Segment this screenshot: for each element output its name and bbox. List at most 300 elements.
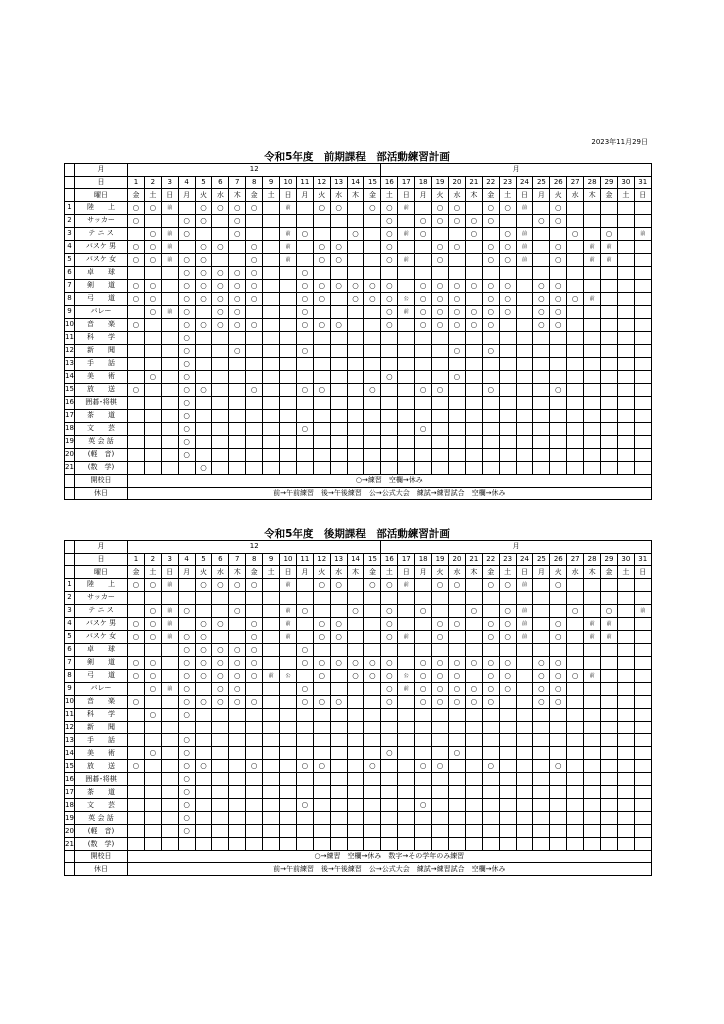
schedule-cell [398,383,415,396]
schedule-cell [313,682,330,695]
schedule-cell [601,409,618,422]
schedule-cell [229,396,246,409]
schedule-cell [263,825,280,838]
schedule-cell [465,214,482,227]
legend-text: 前→午前練習 後→午後練習 公→公式大会 練試→練習試合 空欄→休み [128,863,652,876]
schedule-cell [178,227,195,240]
schedule-cell [533,318,550,331]
schedule-cell [330,578,347,591]
club-row [65,292,652,305]
schedule-cell [584,279,601,292]
schedule-mark: ○ [318,384,326,394]
schedule-cell [516,643,533,656]
schedule-cell [465,799,482,812]
schedule-cell [432,708,449,721]
schedule-cell [432,253,449,266]
schedule-cell [482,656,499,669]
schedule-cell [432,305,449,318]
schedule-cell [415,422,432,435]
schedule-cell [313,357,330,370]
schedule-cell [330,682,347,695]
schedule-cell [516,799,533,812]
schedule-mark: 前 [589,672,595,679]
schedule-cell [584,461,601,474]
schedule-mark: ○ [301,644,309,654]
weekday-cell: 火 [313,566,330,579]
schedule-cell [195,747,212,760]
schedule-cell [533,669,550,682]
schedule-cell [617,825,634,838]
club-name: (数 学) [75,461,128,474]
club-row [65,799,652,812]
schedule-mark: ○ [234,215,241,225]
schedule-cell [263,656,280,669]
schedule-mark: 前 [403,230,409,237]
weekday-cell: 金 [128,189,145,202]
schedule-cell [601,786,618,799]
schedule-cell [161,266,178,279]
club-row [65,656,652,669]
schedule-mark: ○ [436,670,444,680]
club-number: 9 [65,305,75,318]
schedule-cell [415,253,432,266]
weekday-cell: 火 [550,189,567,202]
schedule-cell [144,461,161,474]
schedule-cell [347,409,364,422]
schedule-mark: ○ [217,267,224,277]
club-name: バレー [75,305,128,318]
club-name: バスケ 男 [75,617,128,630]
schedule-cell [533,357,550,370]
schedule-cell [212,760,229,773]
weekday-cell: 土 [381,566,398,579]
schedule-mark: ○ [453,696,461,706]
schedule-mark: ○ [132,670,140,680]
schedule-cell [144,448,161,461]
schedule-cell [144,305,161,318]
schedule-cell [313,422,330,435]
schedule-cell [246,721,263,734]
schedule-cell [364,682,381,695]
schedule-cell [550,422,567,435]
schedule-cell [567,396,584,409]
schedule-cell [465,357,482,370]
schedule-cell [280,604,297,617]
schedule-mark: ○ [555,293,562,303]
schedule-cell [347,643,364,656]
schedule-cell [330,370,347,383]
blank-cell [65,189,75,202]
schedule-cell [347,760,364,773]
schedule-mark: ○ [453,319,461,329]
schedule-cell [263,344,280,357]
schedule-cell [634,734,651,747]
schedule-cell [516,305,533,318]
schedule-cell [415,396,432,409]
club-number: 10 [65,695,75,708]
schedule-cell [128,747,145,760]
schedule-cell [128,266,145,279]
schedule-cell [516,344,533,357]
schedule-cell [296,357,313,370]
schedule-cell [516,591,533,604]
schedule-cell [415,578,432,591]
schedule-cell [347,799,364,812]
day-cell: 12 [313,176,330,189]
schedule-cell [144,786,161,799]
schedule-cell [212,630,229,643]
schedule-cell [161,435,178,448]
schedule-cell [178,214,195,227]
schedule-cell [567,825,584,838]
schedule-mark: 前 [167,204,173,211]
schedule-cell [280,669,297,682]
club-number: 8 [65,669,75,682]
schedule-cell [482,344,499,357]
schedule-cell [280,266,297,279]
club-row [65,409,652,422]
schedule-cell [229,214,246,227]
club-number: 2 [65,214,75,227]
schedule-cell [617,292,634,305]
schedule-cell [398,227,415,240]
schedule-mark: ○ [200,618,207,628]
day-cell: 26 [550,553,567,566]
schedule-cell [533,292,550,305]
schedule-mark: 前 [606,243,612,250]
schedule-cell [449,721,466,734]
schedule-cell [550,734,567,747]
schedule-mark: ○ [487,384,494,394]
club-number: 12 [65,721,75,734]
club-name: 放 送 [75,383,128,396]
schedule-cell [567,669,584,682]
schedule-cell [533,461,550,474]
schedule-cell [144,383,161,396]
club-name: バレー [75,682,128,695]
schedule-mark: ○ [318,618,326,628]
schedule-cell [634,812,651,825]
schedule-cell [398,266,415,279]
schedule-cell [432,409,449,422]
schedule-cell [246,383,263,396]
day-cell: 4 [178,553,195,566]
schedule-cell [195,214,212,227]
schedule-cell [449,786,466,799]
schedule-mark: ○ [419,696,427,706]
schedule-cell [195,734,212,747]
schedule-cell [347,435,364,448]
schedule-cell [128,318,145,331]
schedule-cell [296,682,313,695]
schedule-cell [280,344,297,357]
schedule-cell [381,344,398,357]
month-label: 月 [75,164,128,177]
schedule-cell [499,383,516,396]
schedule-cell [296,747,313,760]
schedule-cell [465,721,482,734]
schedule-cell [229,669,246,682]
schedule-cell [246,357,263,370]
schedule-cell [212,838,229,851]
day-cell: 11 [296,176,313,189]
schedule-cell [465,461,482,474]
schedule-cell [144,422,161,435]
schedule-cell [634,292,651,305]
schedule-mark: ○ [386,657,393,667]
schedule-mark: ○ [250,280,258,290]
schedule-cell [398,630,415,643]
schedule-mark: ○ [250,319,258,329]
schedule-cell [330,357,347,370]
schedule-cell [229,448,246,461]
schedule-cell [212,448,229,461]
club-number: 8 [65,292,75,305]
schedule-cell [381,201,398,214]
schedule-cell [516,838,533,851]
schedule-mark: 前 [167,230,173,237]
schedule-cell [584,721,601,734]
schedule-cell [280,786,297,799]
schedule-cell [364,812,381,825]
schedule-cell [465,630,482,643]
day-cell: 21 [465,553,482,566]
club-number: 4 [65,240,75,253]
schedule-cell [567,435,584,448]
schedule-cell [634,656,651,669]
schedule-mark: ○ [132,384,140,394]
schedule-cell [296,448,313,461]
schedule-mark: ○ [436,579,444,589]
schedule-cell [499,305,516,318]
schedule-cell [263,383,280,396]
schedule-mark: ○ [217,696,224,706]
schedule-mark: ○ [386,215,393,225]
schedule-mark: ○ [183,449,190,459]
schedule-mark: ○ [234,683,241,693]
schedule-mark: ○ [200,280,207,290]
club-number: 14 [65,370,75,383]
schedule-cell [330,292,347,305]
schedule-cell [296,253,313,266]
schedule-cell [617,656,634,669]
schedule-cell [634,747,651,760]
day-cell: 10 [280,176,297,189]
schedule-cell [212,643,229,656]
schedule-mark: ○ [132,280,140,290]
legend-text: 前→午前練習 後→午後練習 公→公式大会 練試→練習試合 空欄→休み [128,487,652,500]
schedule-cell [178,578,195,591]
schedule-cell [347,669,364,682]
schedule-cell [584,331,601,344]
schedule-cell [482,643,499,656]
schedule-cell [617,331,634,344]
schedule-cell [178,604,195,617]
club-name: 陸 上 [75,578,128,591]
schedule-mark: ○ [386,306,393,316]
schedule-mark: ○ [436,319,444,329]
club-number: 17 [65,786,75,799]
club-number: 11 [65,708,75,721]
schedule-cell [398,279,415,292]
weekday-cell: 水 [330,566,347,579]
schedule-cell [296,838,313,851]
schedule-cell [482,331,499,344]
weekday-cell: 月 [296,189,313,202]
day-cell: 3 [161,176,178,189]
schedule-cell [246,370,263,383]
schedule-mark: ○ [419,228,427,238]
schedule-cell [229,344,246,357]
schedule-cell [381,396,398,409]
schedule-cell [364,409,381,422]
schedule-cell [161,422,178,435]
schedule-mark: ○ [200,579,207,589]
schedule-cell [161,292,178,305]
club-name: (軽 音) [75,448,128,461]
schedule-cell [449,838,466,851]
schedule-cell [161,214,178,227]
schedule-cell [415,227,432,240]
schedule-mark: ○ [132,293,140,303]
schedule-cell [229,812,246,825]
schedule-mark: ○ [369,280,376,290]
day-cell: 18 [415,553,432,566]
schedule-cell [128,448,145,461]
schedule-cell [499,838,516,851]
schedule-cell [347,747,364,760]
schedule-cell [195,721,212,734]
schedule-mark: ○ [301,345,309,355]
schedule-cell [567,799,584,812]
schedule-cell [550,201,567,214]
club-row [65,305,652,318]
schedule-mark: ○ [555,579,562,589]
schedule-cell [229,643,246,656]
schedule-mark: ○ [386,670,393,680]
schedule-cell [161,227,178,240]
schedule-mark: 前 [167,607,173,614]
schedule-cell [330,695,347,708]
schedule-mark: ○ [369,670,376,680]
schedule-cell [364,760,381,773]
schedule-cell [229,838,246,851]
schedule-mark: ○ [217,306,224,316]
schedule-cell [584,357,601,370]
schedule-cell [161,240,178,253]
schedule-mark: ○ [470,306,478,316]
schedule-cell [482,604,499,617]
club-number: 10 [65,318,75,331]
schedule-cell [347,838,364,851]
schedule-mark: ○ [234,579,241,589]
schedule-cell [617,799,634,812]
schedule-cell [263,591,280,604]
schedule-cell [313,708,330,721]
schedule-cell [567,734,584,747]
schedule-cell [246,201,263,214]
schedule-cell [296,201,313,214]
schedule-cell [617,448,634,461]
schedule-cell [178,396,195,409]
schedule-cell [415,318,432,331]
schedule-cell [246,578,263,591]
schedule-mark: ○ [352,293,359,303]
schedule-cell [246,292,263,305]
schedule-cell [330,760,347,773]
schedule-cell [584,305,601,318]
schedule-cell [567,409,584,422]
club-name: 新 聞 [75,721,128,734]
schedule-cell [229,461,246,474]
schedule-cell [550,266,567,279]
schedule-cell [550,630,567,643]
schedule-mark: ○ [149,371,157,381]
schedule-cell [634,695,651,708]
schedule-cell [246,617,263,630]
schedule-cell [347,734,364,747]
weekday-cell: 木 [229,566,246,579]
schedule-cell [516,812,533,825]
schedule-cell [212,370,229,383]
schedule-mark: ○ [250,761,258,771]
schedule-cell [567,266,584,279]
schedule-cell [212,747,229,760]
schedule-cell [617,344,634,357]
schedule-mark: 前 [167,256,173,263]
schedule-cell [533,838,550,851]
schedule-cell [398,695,415,708]
schedule-cell [482,734,499,747]
schedule-cell [449,578,466,591]
schedule-cell [178,370,195,383]
schedule-cell [381,773,398,786]
schedule-cell [347,383,364,396]
schedule-cell [398,825,415,838]
schedule-mark: ○ [301,423,309,433]
legend-label: 休日 [75,863,128,876]
weekday-row [65,566,652,579]
schedule-cell [634,422,651,435]
schedule-cell [516,331,533,344]
weekday-cell: 月 [533,566,550,579]
schedule-cell [229,370,246,383]
schedule-mark: ○ [318,670,326,680]
schedule-cell [128,357,145,370]
schedule-mark: ○ [149,670,157,680]
schedule-cell [178,812,195,825]
club-row [65,266,652,279]
schedule-mark: ○ [453,306,461,316]
schedule-cell [296,591,313,604]
schedule-cell [550,747,567,760]
schedule-cell [634,786,651,799]
schedule-cell [195,227,212,240]
schedule-cell [398,799,415,812]
schedule-cell [364,773,381,786]
club-name: テ ニ ス [75,227,128,240]
schedule-cell [449,760,466,773]
schedule-mark: ○ [352,605,359,615]
schedule-cell [178,669,195,682]
schedule-cell [584,812,601,825]
schedule-cell [516,578,533,591]
schedule-cell [449,708,466,721]
schedule-cell [449,682,466,695]
schedule-cell [533,708,550,721]
schedule-cell [601,214,618,227]
schedule-cell [617,734,634,747]
